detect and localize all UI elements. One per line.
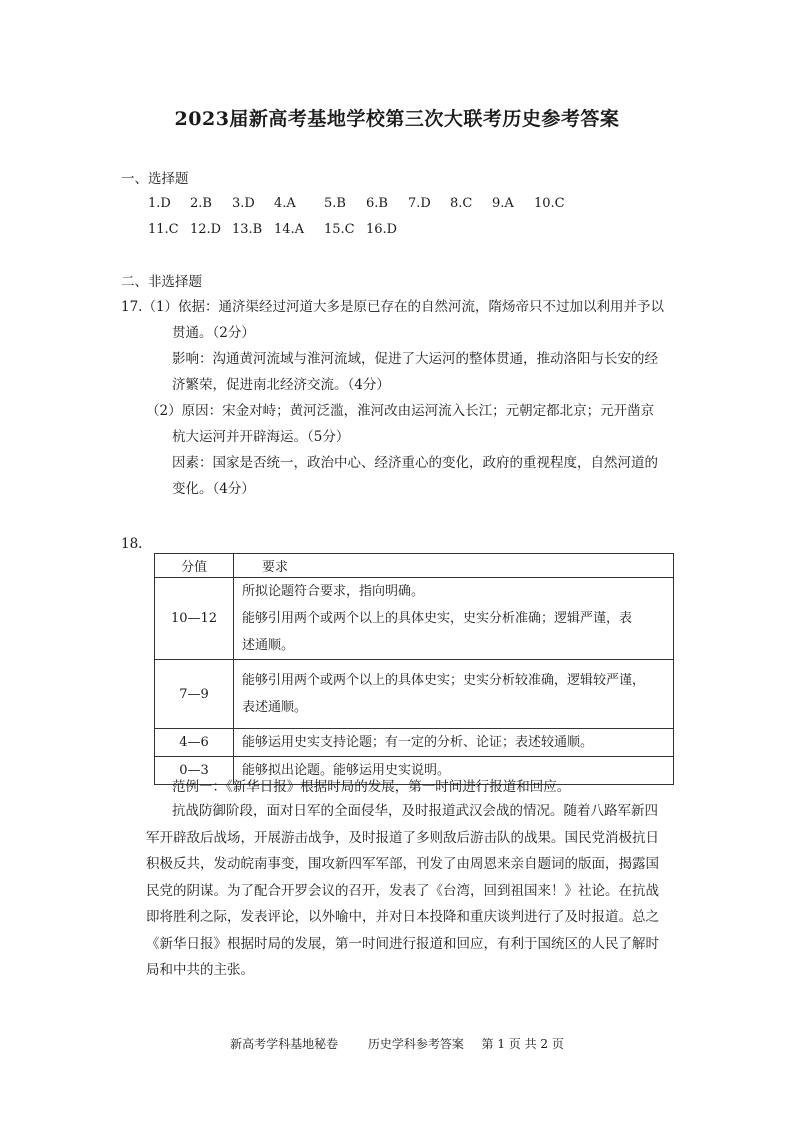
score-range: 10—12 <box>155 578 234 660</box>
q17-text: 因素：国家是否统一，政治中心、经济重心的变化，政府的重视程度，自然河道的 <box>172 455 658 471</box>
table-header-cell: 要求 <box>234 554 674 578</box>
example-line: 《新华日报》根据时局的发展，第一时间进行报道和回应，有利于国统区的人民了解时 <box>146 935 659 952</box>
example-line: 积极反共，发动皖南事变，围攻新四军军部，刊发了由周恩来亲自题词的版面，揭露国 <box>146 856 659 872</box>
score-range: 7—9 <box>155 660 234 729</box>
answer-item: 5.B <box>324 196 346 211</box>
requirement-line: 能够拟出论题。能够运用史实说明。 <box>242 763 451 778</box>
answer-item: 10.C <box>534 196 565 211</box>
example-body <box>146 798 659 984</box>
answer-item: 16.D <box>366 222 398 237</box>
example-line: 民党的阴谋。为了配合开罗会议的召开，发表了《台湾，回到祖国来！》社论。在抗战 <box>146 882 659 899</box>
footer-source: 新高考学科基地秘卷 <box>230 1037 339 1051</box>
section-multiple-choice-heading: 一、选择题 <box>121 171 189 187</box>
example-line: 局和中共的主张。 <box>146 962 254 978</box>
q17-text: 17.（1）依据：通济渠经过河道大多是原已存在的自然河流，隋炀帝只不过加以利用并予以 <box>121 299 665 315</box>
page-footer <box>0 1035 794 1052</box>
q17-text: （2）原因：宋金对峙；黄河泛滥，淮河改由运河流入长江；元朝定都北京；元开凿京 <box>146 403 655 419</box>
answer-item: 4.A <box>274 196 296 211</box>
table-row <box>155 660 674 729</box>
requirement-line: 能够引用两个或两个以上的具体史实；史实分析较准确，逻辑较严谨， <box>242 673 646 688</box>
requirement-cell <box>234 729 674 757</box>
requirement-line: 述通顺。 <box>242 638 295 653</box>
answer-item: 14.A <box>274 222 305 237</box>
footer-page-number: 第 1 页 共 2 页 <box>481 1037 564 1051</box>
answer-item: 12.D <box>190 222 222 237</box>
section-non-choice-heading: 二、非选择题 <box>121 274 202 290</box>
scoring-table <box>154 553 674 785</box>
answers-row-2 <box>148 221 408 239</box>
requirement-cell <box>234 660 674 729</box>
q17-text: 杭大运河并开辟海运。（5分） <box>172 429 350 445</box>
q17-text: 变化。（4分） <box>172 481 255 497</box>
requirement-line: 表述通顺。 <box>242 700 308 715</box>
q18-number: 18. <box>121 536 143 552</box>
answer-item: 6.B <box>366 196 388 211</box>
example-heading: 范例一：《新华日报》根据时局的发展，第一时间进行报道和回应。 <box>172 779 571 795</box>
answer-item: 1.D <box>148 196 171 211</box>
answer-item: 9.A <box>492 196 514 211</box>
answer-item: 13.B <box>232 222 263 237</box>
answer-item: 3.D <box>232 196 255 211</box>
requirement-line: 所拟论题符合要求，指向明确。 <box>242 584 425 599</box>
footer-subject: 历史学科参考答案 <box>367 1037 464 1051</box>
table-row <box>155 578 674 660</box>
table-header-cell: 分值 <box>155 554 234 578</box>
example-line: 即将胜利之际，发表评论，以外喻中，并对日本投降和重庆谈判进行了及时报道。总之 <box>146 909 659 925</box>
requirement-line: 能够运用史实支持论题；有一定的分析、论证；表述较通顺。 <box>242 735 594 750</box>
answer-item: 2.B <box>190 196 212 211</box>
table-row <box>155 729 674 757</box>
example-line: 抗战防御阶段，面对日军的全面侵华，及时报道武汉会战的情况。随着八路军新四 <box>172 803 658 819</box>
page-title: 2023届新高考基地学校第三次大联考历史参考答案 <box>174 108 620 130</box>
score-range: 0—3 <box>155 757 234 785</box>
answer-item: 15.C <box>324 222 355 237</box>
q17-text: 贯通。（2分） <box>172 325 255 341</box>
requirement-line: 能够引用两个或两个以上的具体史实，史实分析准确；逻辑严谨，表 <box>242 611 633 626</box>
answers-row-1 <box>148 195 576 213</box>
q17-text: 影响：沟通黄河流域与淮河流域，促进了大运河的整体贯通，推动洛阳与长安的经 <box>172 351 658 367</box>
answer-item: 11.C <box>148 222 179 237</box>
answer-item: 8.C <box>450 196 473 211</box>
table-header-row <box>155 554 674 578</box>
q17-text: 济繁荣，促进南北经济交流。（4分） <box>172 377 390 393</box>
answer-item: 7.D <box>408 196 431 211</box>
example-line: 军开辟敌后战场，开展游击战争，及时报道了多则敌后游击队的战果。国民党消极抗日 <box>146 829 659 846</box>
requirement-cell <box>234 578 674 660</box>
score-range: 4—6 <box>155 729 234 757</box>
